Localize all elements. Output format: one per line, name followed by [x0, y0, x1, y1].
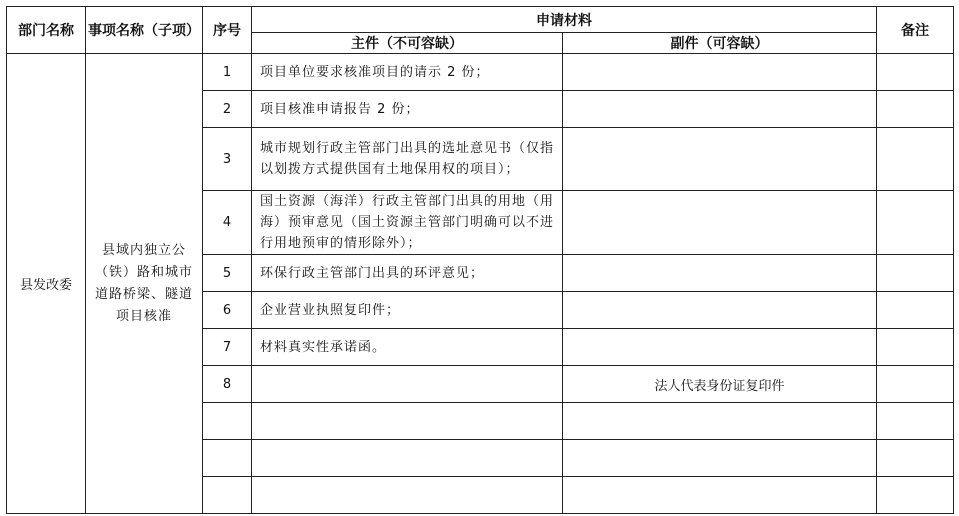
main-cell: 国土资源（海洋）行政主管部门出具的用地（用海）预审意见（国土资源主管部门明确可以不进行用地预审的情形除外）； [252, 191, 563, 255]
header-main: 主件（不可容缺） [252, 33, 563, 54]
header-item: 事项名称（子项） [86, 7, 203, 54]
header-sub: 副件（可容缺） [563, 33, 877, 54]
seq-cell: 7 [203, 329, 252, 366]
header-row-1 [7, 7, 954, 33]
header-seq: 序号 [203, 7, 252, 54]
note-cell [877, 54, 954, 91]
header-dept: 部门名称 [7, 7, 86, 54]
materials-table [6, 6, 954, 514]
header-materials: 申请材料 [252, 7, 877, 33]
sub-cell [563, 255, 877, 292]
seq-cell: 6 [203, 292, 252, 329]
note-cell [877, 91, 954, 128]
sub-cell [563, 91, 877, 128]
note-cell [877, 292, 954, 329]
main-cell: 项目单位要求核准项目的请示 2 份； [252, 54, 563, 91]
seq-cell: 5 [203, 255, 252, 292]
main-cell [252, 477, 563, 514]
main-cell [252, 403, 563, 440]
seq-cell [203, 403, 252, 440]
seq-cell [203, 477, 252, 514]
header-note: 备注 [877, 7, 954, 54]
table-row [7, 54, 954, 91]
sub-cell [563, 477, 877, 514]
note-cell [877, 403, 954, 440]
note-cell [877, 329, 954, 366]
sub-cell: 法人代表身份证复印件 [563, 366, 877, 403]
main-cell: 企业营业执照复印件； [252, 292, 563, 329]
main-cell: 环保行政主管部门出具的环评意见； [252, 255, 563, 292]
sub-cell [563, 54, 877, 91]
sub-cell [563, 329, 877, 366]
main-cell: 城市规划行政主管部门出具的选址意见书（仅指以划拨方式提供国有土地保用权的项目）； [252, 128, 563, 191]
sub-cell [563, 128, 877, 191]
materials-table-container [6, 6, 954, 514]
sub-cell [563, 440, 877, 477]
item-cell: 县域内独立公（铁）路和城市道路桥梁、隧道项目核准 [86, 54, 203, 514]
sub-cell [563, 191, 877, 255]
note-cell [877, 191, 954, 255]
main-cell [252, 366, 563, 403]
note-cell [877, 477, 954, 514]
seq-cell: 8 [203, 366, 252, 403]
note-cell [877, 440, 954, 477]
seq-cell: 1 [203, 54, 252, 91]
note-cell [877, 366, 954, 403]
main-cell [252, 440, 563, 477]
sub-cell [563, 403, 877, 440]
seq-cell [203, 440, 252, 477]
main-cell: 材料真实性承诺函。 [252, 329, 563, 366]
sub-cell [563, 292, 877, 329]
note-cell [877, 128, 954, 191]
dept-cell: 县发改委 [7, 54, 86, 514]
main-cell: 项目核准申请报告 2 份； [252, 91, 563, 128]
note-cell [877, 255, 954, 292]
seq-cell: 2 [203, 91, 252, 128]
seq-cell: 3 [203, 128, 252, 191]
seq-cell: 4 [203, 191, 252, 255]
